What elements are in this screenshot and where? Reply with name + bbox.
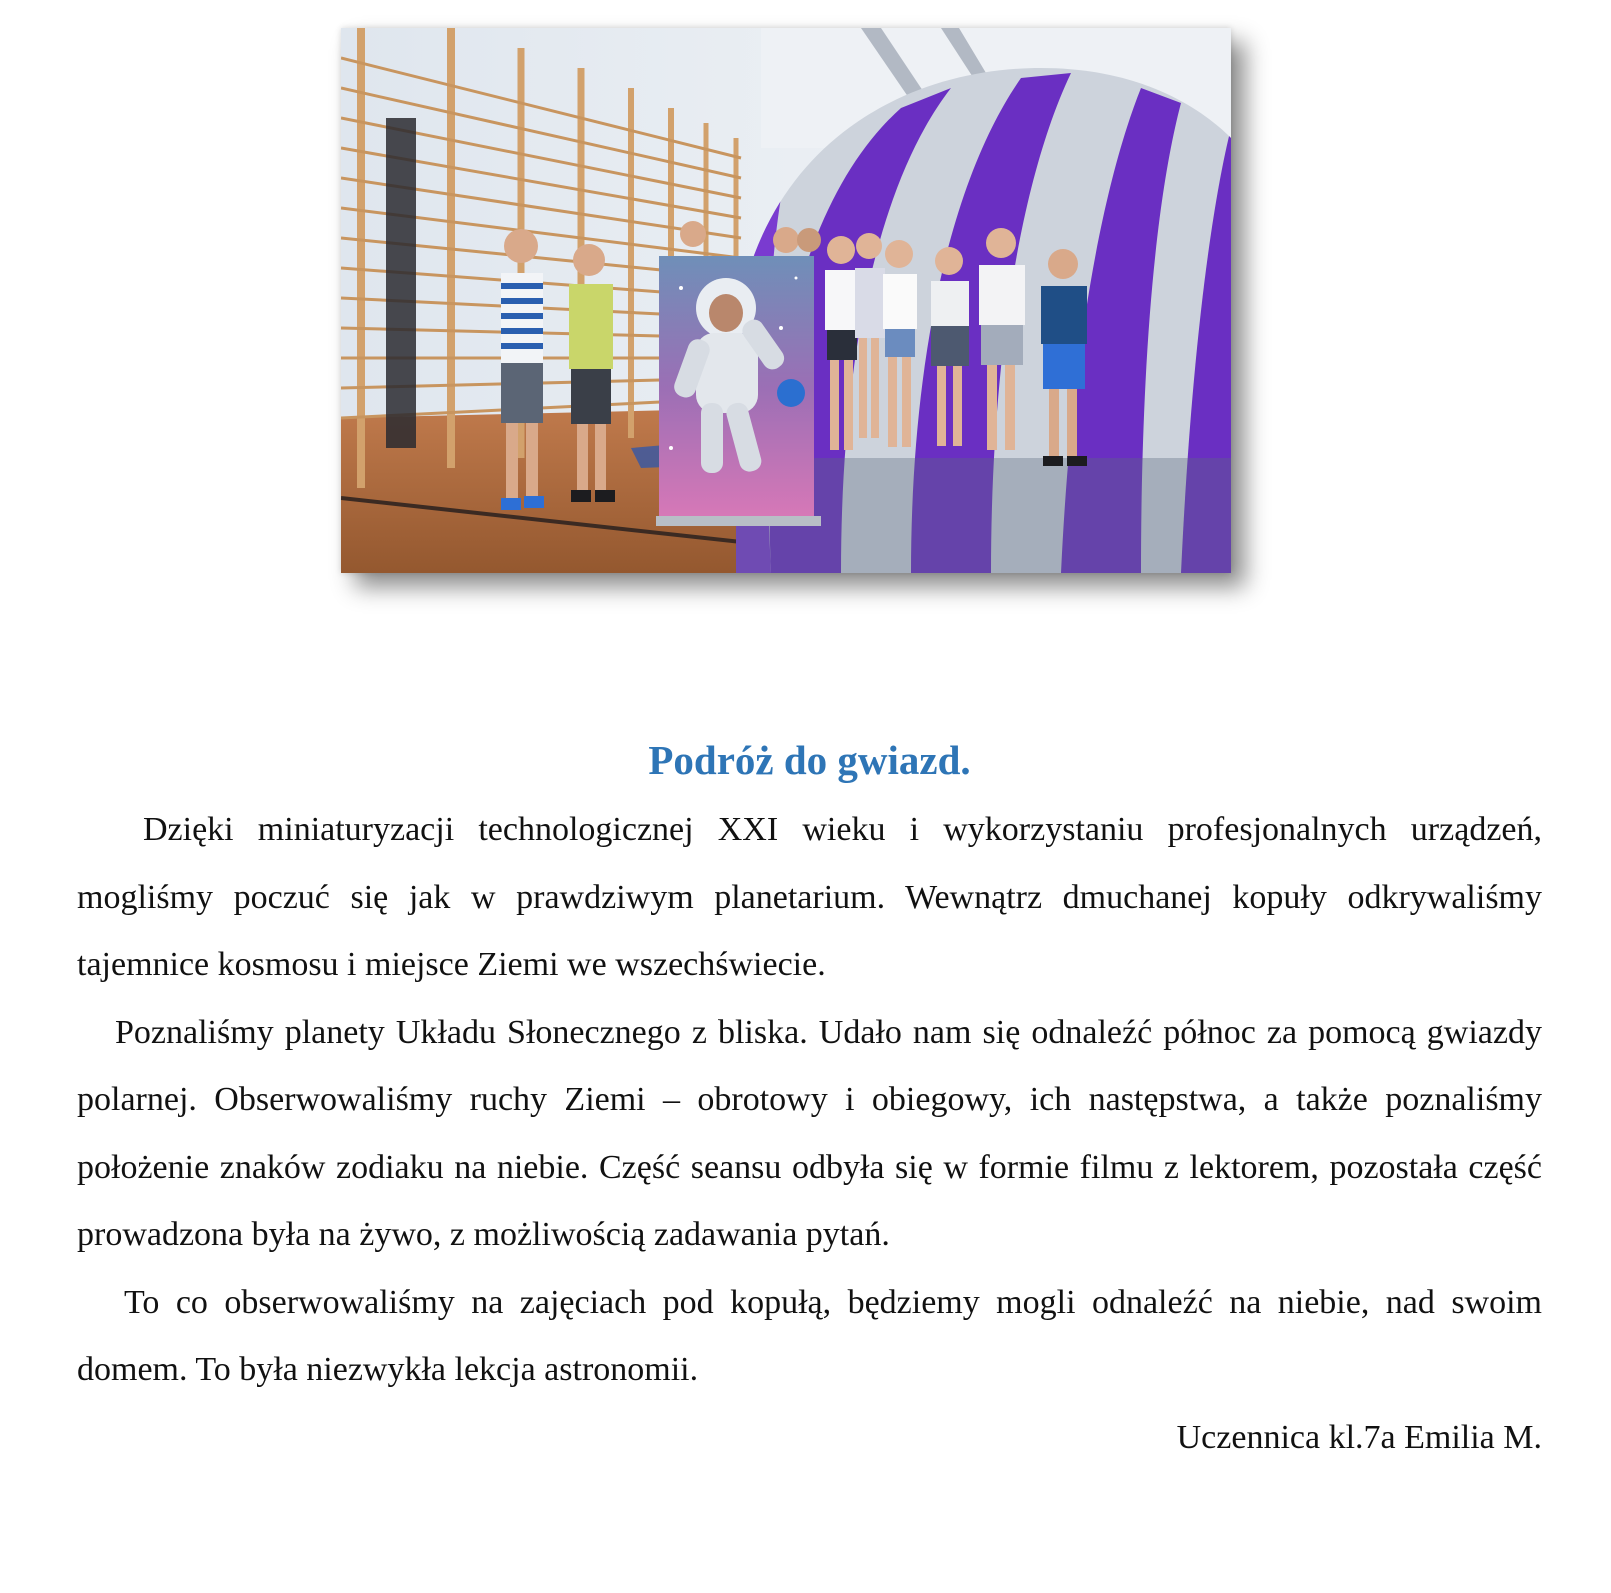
photo-icon <box>341 28 1231 573</box>
paragraph-3: To co obserwowaliśmy na zajęciach pod kopułą, będziemy mogli odnaleźć na niebie, nad swoim domem. To była niezwykła lekcja astronomii. <box>77 1283 1542 1388</box>
article-title: Podróż do gwiazd. <box>648 737 971 783</box>
paragraph-1: Dzięki miniaturyzacji technologicznej XXI wieku i wykorzystaniu profesjonalnych urządzeń, mogliśmy poczuć się jak w prawdziwym planetarium. Wewnątrz dmuchanej kopuły odkrywaliśmy tajemnice kosmosu i miejsce Ziemi we wszechświecie. <box>77 811 1542 983</box>
planetarium-photo <box>341 28 1231 573</box>
signature: Uczennica kl.7a Emilia M. <box>1176 1418 1542 1456</box>
article <box>77 732 1542 1471</box>
paragraph-2: Poznaliśmy planety Układu Słonecznego z bliska. Udało nam się odnaleźć północ za pomocą gwiazdy polarnej. Obserwowaliśmy ruchy Ziemi – obrotowy i obiegowy, ich następstwa, a także poznaliśmy położenie znaków zodiaku na niebie. Część seansu odbyła się w formie filmu z lektorem, pozostała część prowadzona była na żywo, z możliwością zadawania pytań. <box>77 1013 1542 1253</box>
